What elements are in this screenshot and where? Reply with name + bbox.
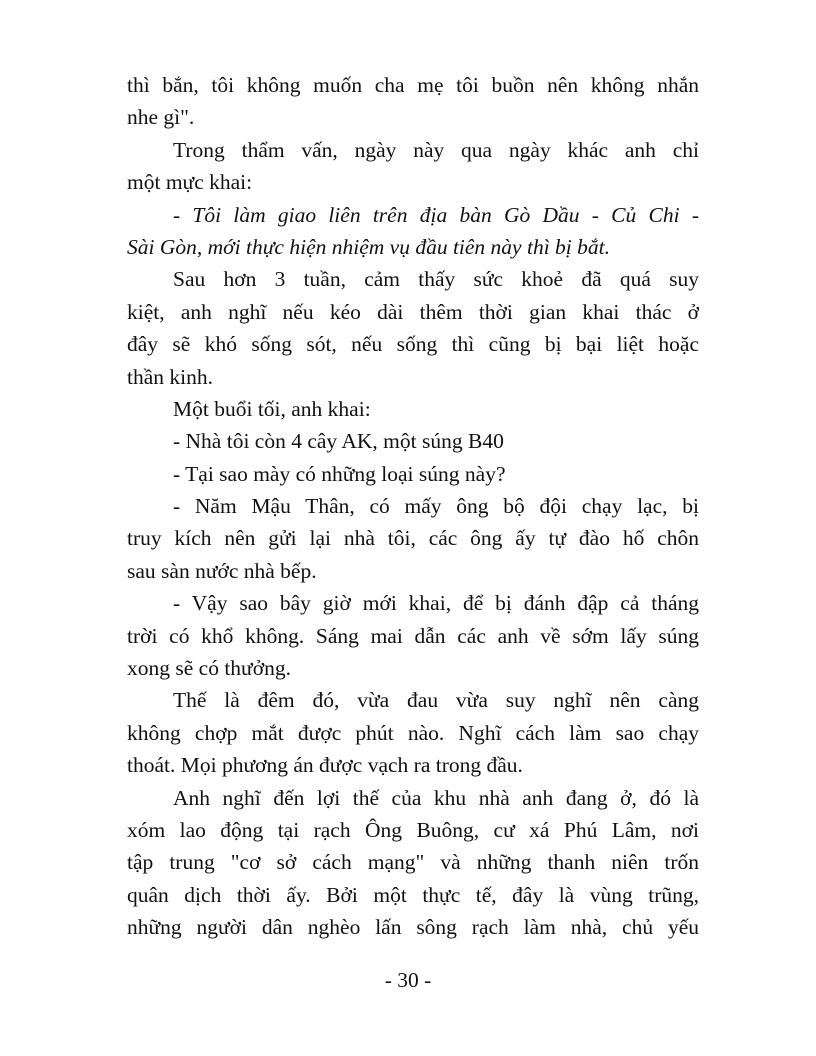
text-line: - Nhà tôi còn 4 cây AK, một súng B40 [173,429,504,454]
text-line: xóm lao động tại rạch Ông Buông, cư xá Phú Lâm, nơi [127,817,699,842]
text-line: tập trung "cơ sở cách mạng" và những thanh niên trốn [127,850,699,875]
text-line: nhe gì". [127,105,195,130]
text-line: thì bắn, tôi không muốn cha mẹ tôi buồn nên không nhắn [127,73,699,97]
page-body-text [127,69,699,944]
text-line: một mực khai: [127,170,253,195]
text-line: Sau hơn 3 tuần, cảm thấy sức khoẻ đã quá suy [173,267,699,292]
text-line: những người dân nghèo lấn sông rạch làm nhà, chủ yếu [127,915,699,940]
text-line: Một buổi tối, anh khai: [173,396,371,421]
text-line: Trong thẩm vấn, ngày này qua ngày khác anh chỉ [173,137,699,162]
text-line: - Vậy sao bây giờ mới khai, để bị đánh đập cả tháng [173,591,699,616]
text-line: - Tại sao mày có những loại súng này? [173,461,506,486]
text-line: đây sẽ khó sống sót, nếu sống thì cũng bị bại liệt hoặc [127,332,699,357]
text-line: Sài Gòn, mới thực hiện nhiệm vụ đầu tiên này thì bị bắt. [127,234,610,259]
text-line: - Năm Mậu Thân, có mấy ông bộ đội chạy lạc, bị [173,494,699,519]
text-line: truy kích nên gửi lại nhà tôi, các ông ấy tự đào hố chôn [127,526,699,551]
text-line: trời có khổ không. Sáng mai dẫn các anh về sớm lấy súng [127,623,699,648]
text-line: Anh nghĩ đến lợi thế của khu nhà anh đang ở, đó là [173,785,699,810]
text-line: kiệt, anh nghĩ nếu kéo dài thêm thời gian khai thác ở [127,299,699,324]
text-line: xong sẽ có thưởng. [127,656,291,681]
page-number: - 30 - [384,968,432,992]
text-line: Thế là đêm đó, vừa đau vừa suy nghĩ nên càng [173,688,699,713]
text-line: không chợp mắt được phút nào. Nghĩ cách làm sao chạy [127,720,699,745]
text-line: thần kinh. [127,364,213,389]
text-line: sau sàn nước nhà bếp. [127,558,317,583]
text-line: quân dịch thời ấy. Bởi một thực tế, đây là vùng trũng, [127,882,699,907]
text-line: thoát. Mọi phương án được vạch ra trong đầu. [127,753,523,778]
text-line: - Tôi làm giao liên trên địa bàn Gò Dầu - Củ Chi - [173,202,699,227]
